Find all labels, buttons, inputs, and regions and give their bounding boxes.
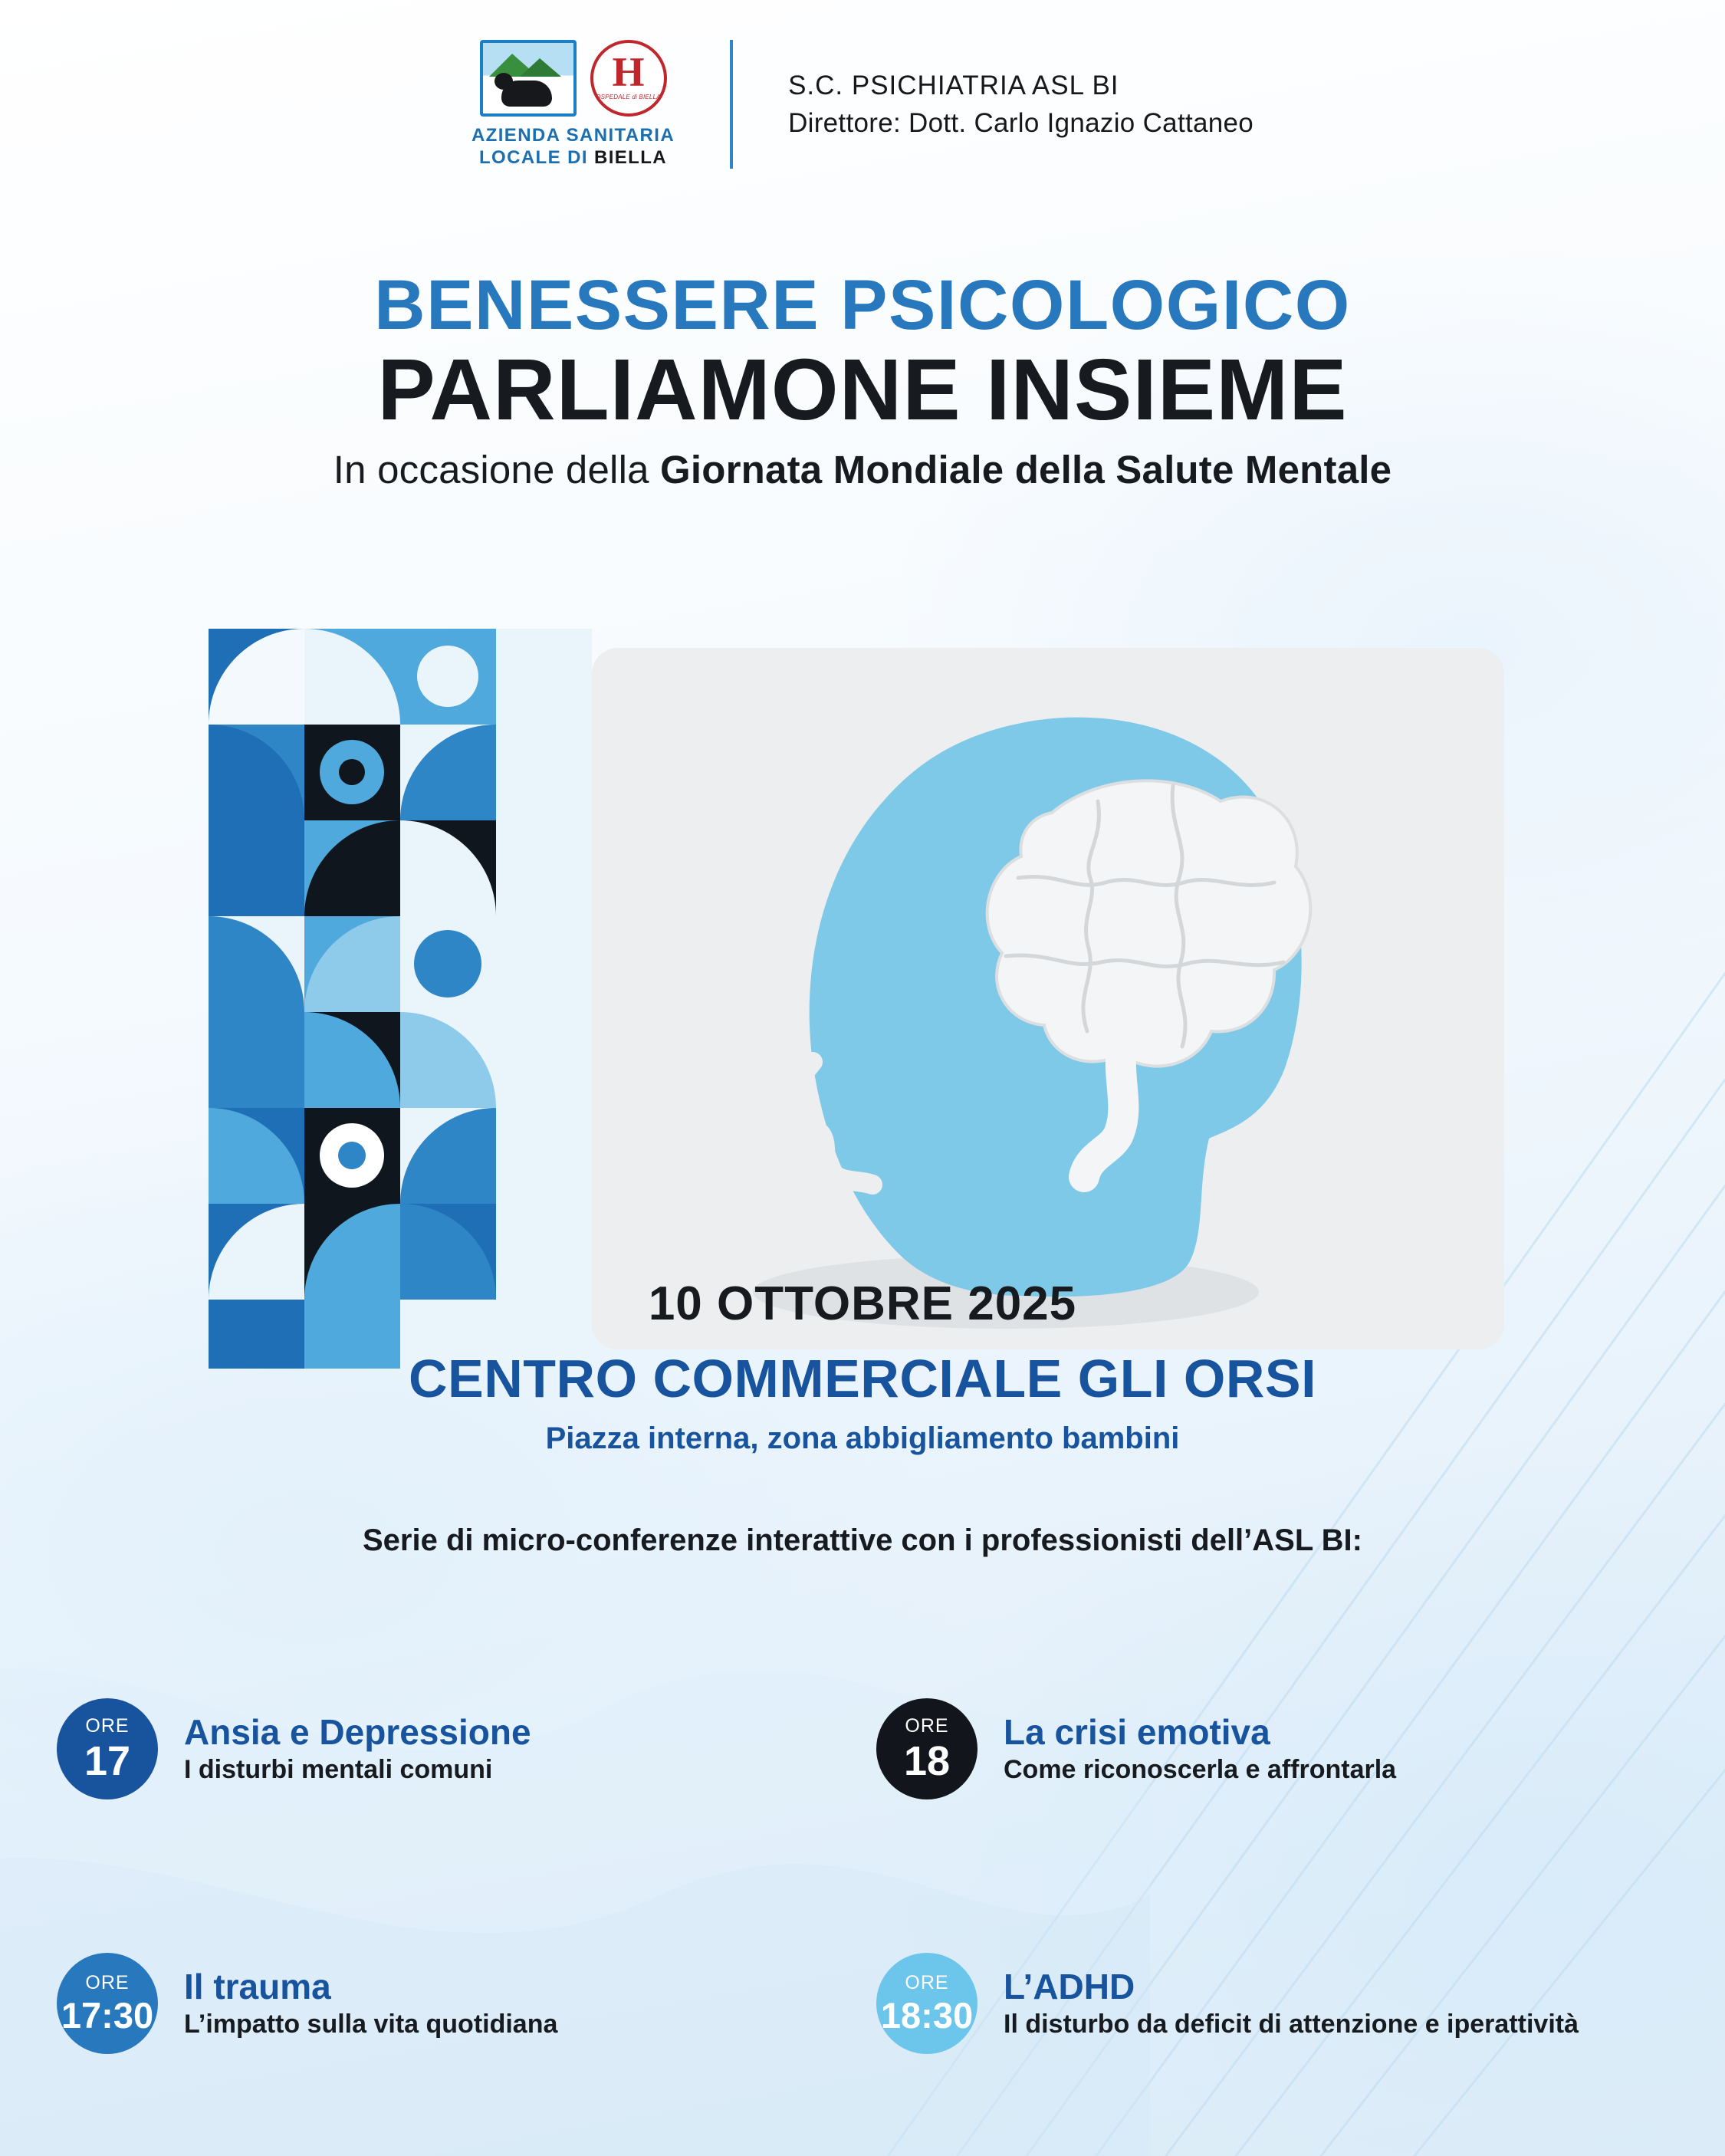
event-date: 10 OTTOBRE 2025: [648, 1277, 1077, 1330]
department-name: S.C. PSICHIATRIA ASL BI: [788, 70, 1119, 100]
talk-text: [1004, 1713, 1396, 1786]
poster-header: [0, 40, 1725, 169]
list-item: [57, 1698, 855, 1799]
time-badge-label: ORE: [905, 1972, 949, 1993]
talk-subtitle: I disturbi mentali comuni: [184, 1755, 493, 1785]
geometric-pattern-graphic: [209, 629, 592, 1369]
hospital-h-letter: H: [612, 49, 645, 95]
department-info: [788, 67, 1254, 143]
talk-title: L’ADHD: [1004, 1966, 1135, 2006]
time-badge-value: 18: [903, 1737, 951, 1784]
asl-logo-text: [472, 124, 675, 169]
time-badge-label: ORE: [85, 1714, 130, 1737]
time-badge-value: 17:30: [61, 1995, 154, 2036]
asl-logo-city: BIELLA: [593, 147, 668, 169]
talk-text: [184, 1713, 531, 1786]
talk-subtitle: Come riconoscerla e affrontarla: [1004, 1755, 1397, 1785]
title-line-2: PARLIAMONE INSIEME: [377, 341, 1348, 438]
time-badge-value: 18:30: [880, 1995, 974, 2036]
logo-marks: [480, 40, 667, 117]
subtitle-plain: In occasione della: [333, 447, 661, 491]
bear-mountain-icon: [480, 40, 577, 117]
talk-subtitle: Il disturbo da deficit di attenzione e iperattività: [1004, 2010, 1579, 2039]
talk-title: La crisi emotiva: [1004, 1711, 1270, 1752]
header-divider: [730, 40, 733, 169]
list-item: [876, 1953, 1674, 2054]
talk-text: [184, 1967, 557, 2040]
hospital-h-sublabel: OSPEDALE di BIELLA: [596, 94, 661, 100]
asl-logo: [472, 40, 675, 169]
asl-logo-line1: AZIENDA SANITARIA: [471, 125, 675, 146]
title-block: [0, 266, 1725, 492]
subtitle-strong: Giornata Mondiale della Salute Mentale: [660, 447, 1392, 491]
brain-head-illustration: [592, 648, 1504, 1349]
talks-list: [57, 1698, 1674, 2054]
title-subtitle: [0, 447, 1725, 492]
time-badge: [876, 1698, 978, 1799]
brain-head-photo: [592, 648, 1504, 1349]
time-badge: [876, 1953, 978, 2054]
event-info: [0, 1277, 1725, 1558]
series-intro: Serie di micro-conferenze interattive con i professionisti dell’ASL BI:: [362, 1523, 1362, 1557]
time-badge-label: ORE: [905, 1714, 949, 1737]
talk-title: Ansia e Depressione: [184, 1711, 531, 1752]
talk-subtitle: L’impatto sulla vita quotidiana: [184, 2010, 558, 2039]
time-badge: [57, 1698, 158, 1799]
list-item: [57, 1953, 855, 2054]
event-venue-detail: Piazza interna, zona abbigliamento bambini: [545, 1421, 1180, 1455]
event-venue: CENTRO COMMERCIALE GLI ORSI: [408, 1349, 1317, 1408]
time-badge-value: 17: [84, 1737, 131, 1784]
title-line-1: BENESSERE PSICOLOGICO: [374, 266, 1351, 344]
talk-title: Il trauma: [184, 1966, 331, 2006]
department-director: Direttore: Dott. Carlo Ignazio Cattaneo: [788, 108, 1254, 139]
asl-logo-line2: LOCALE DI BIELLA: [478, 147, 668, 169]
talk-text: [1004, 1967, 1579, 2040]
hospital-h-icon: [590, 40, 667, 117]
time-badge: [57, 1953, 158, 2054]
time-badge-label: ORE: [85, 1972, 130, 1993]
hero-graphics: [209, 629, 1504, 1369]
list-item: [876, 1698, 1674, 1799]
